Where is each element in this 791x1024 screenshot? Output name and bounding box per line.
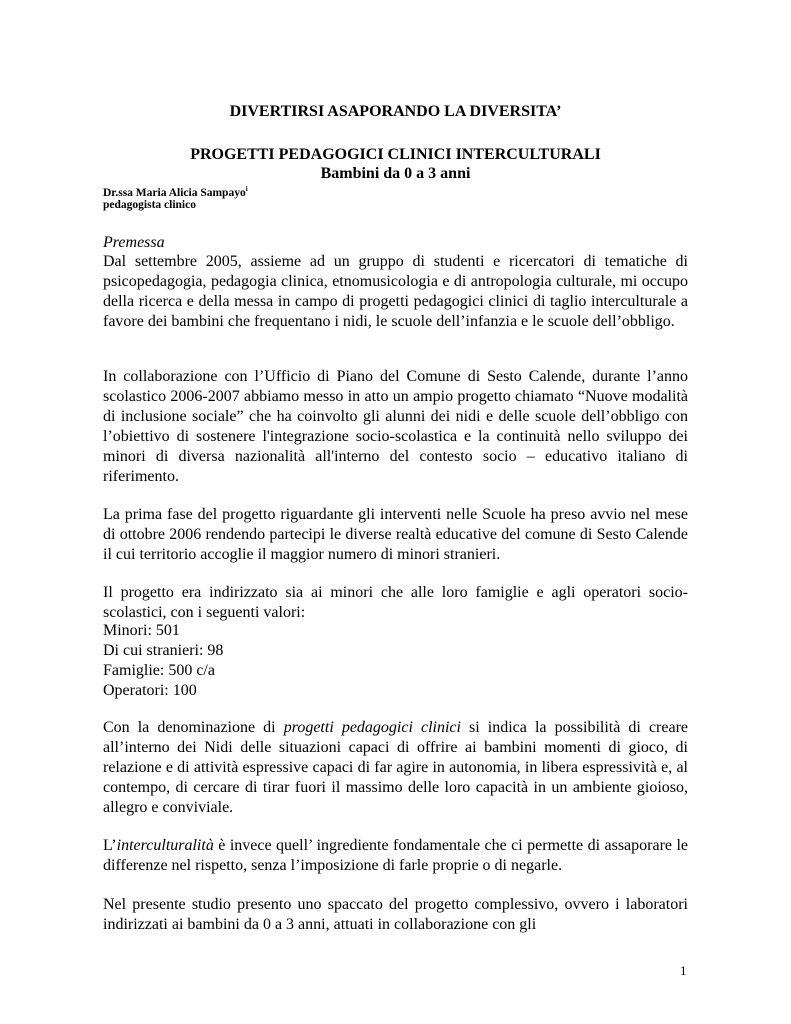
paragraph-text: Con la denominazione di: [103, 719, 284, 736]
stat-line: Operatori: 100: [103, 682, 197, 699]
stat-line: Famiglie: 500 c/a: [103, 662, 215, 679]
paragraph-text: L’: [103, 837, 117, 854]
paragraph: [103, 718, 688, 818]
document-subtitle: PROGETTI PEDAGOGICI CLINICI INTERCULTURALI: [190, 146, 601, 163]
stat-line: Di cui stranieri: 98: [103, 642, 224, 659]
paragraph: In collaborazione con l’Ufficio di Piano del Comune di Sesto Calende, durante l’anno scolastico 2006-2007 abbiamo messo in atto un ampio progetto chiamato “Nuove modalità di inclusione sociale” che ha coinvolto gli alunni dei nidi e delle scuole dell’obbligo con l’obiettivo di sostenere l'integrazione socio-scolastica e la continuità nello sviluppo dei minori di diversa nazionalità all'interno del contesto socio – educativo italiano di riferimento.: [103, 368, 688, 485]
paragraph: [103, 836, 688, 876]
footnote-reference[interactable]: i: [245, 185, 248, 193]
stat-line: Minori: 501: [103, 622, 180, 639]
paragraph-text: si indica la possibilità di creare all’interno dei Nidi delle situazioni capaci di offrire ai bambini momenti di gioco, di relazione e di attività espressive capaci di far agire in autonomia, in libera espressività e, al contempo, di cercare di tirar fuori il massimo delle loro capacità in un ambiente gioioso, allegro e conviviale.: [103, 719, 689, 816]
author-name-text: Dr.ssa Maria Alicia Sampayo: [103, 187, 246, 199]
author-role: pedagogista clinico: [103, 199, 196, 211]
section-heading: Premessa: [103, 234, 165, 251]
paragraph: Dal settembre 2005, assieme ad un gruppo di studenti e ricercatori di tematiche di psicopedagogia, pedagogia clinica, etnomusicologia e di antropologia culturale, mi occupo della ricerca e della messa in campo di progetti pedagogici clinici di taglio interculturale a favore dei bambini che frequentano i nidi, le scuole dell’infanzia e le scuole dell’obbligo.: [103, 253, 688, 330]
age-range-heading: Bambini da 0 a 3 anni: [320, 165, 471, 182]
page-number: 1: [680, 963, 687, 978]
document-title: DIVERTIRSI ASAPORANDO LA DIVERSITA’: [229, 103, 562, 120]
emphasis-text: interculturalità: [116, 837, 214, 854]
paragraph: La prima fase del progetto riguardante gli interventi nelle Scuole ha preso avvio nel mese di ottobre 2006 rendendo partecipi le diverse realtà educative del comune di Sesto Calende il cui territorio accoglie il maggior numero di minori stranieri.: [103, 506, 688, 563]
emphasis-text: progetti pedagogici clinici: [283, 719, 461, 736]
paragraph: Il progetto era indirizzato sia ai minori che alle loro famiglie e agli operatori socio-scolastici, con i seguenti valori:: [103, 584, 688, 621]
paragraph-text: è invece quell’ ingrediente fondamentale che ci permette di assaporare le differenze nel rispetto, senza l’imposizione di farle proprie o di negarle.: [103, 837, 688, 874]
paragraph: Nel presente studio presento uno spaccato del progetto complessivo, ovvero i laboratori indirizzati ai bambini da 0 a 3 anni, attuati in collaborazione con gli: [103, 896, 688, 933]
